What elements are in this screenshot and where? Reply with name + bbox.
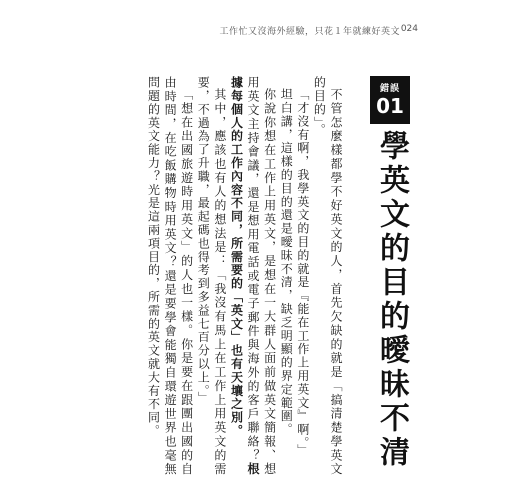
paragraph: 其中，應該也有人的想法是：「我沒有馬上在工作上用英文的需要，不過為了升職，最起碼也得考到多益七百分以上。」 [196,76,227,476]
paragraph [228,76,278,476]
section-title: 學英文的目的曖昧不清 [374,130,409,470]
paragraph: 「想在出國旅遊時用英文」的人也一樣。你是要在跟團出國的自由時間，在吃飯購物時用英文？還是要學會能獨自環遊世界也毫無問題的英文能力？光是這兩項目的，所需的英文就大有不同。 [146,76,194,476]
page-number: 024 [400,24,418,34]
paragraph: 「才沒有啊，我學英文的目的就是『能在工作上用英文』啊。」 [295,88,310,458]
emphasized-text: 根據每個人的工作內容不同，所需要的「英文」也有天壤之別。 [229,76,261,476]
section-badge [370,76,410,124]
paragraph-text: 你說你想在工作上用英文，是想在一大群人面前做英文簡報、想用英文主持會議，還是想用電話或電子郵件與海外的客戶聯絡？ [246,76,277,476]
badge-label: 錯誤 [379,83,400,94]
paragraph: 不管怎麼樣都學不好英文的人，首先欠缺的就是「搞清楚學英文的目的」。 [312,76,343,476]
running-head: 工作忙又沒海外經驗，只花１年就練好英文 [219,27,400,37]
paragraph: 坦白講，這樣的目的還是曖昧不清，缺乏明顯的界定範圍。 [279,88,294,437]
badge-number: 01 [376,93,404,118]
body-text [145,76,344,476]
